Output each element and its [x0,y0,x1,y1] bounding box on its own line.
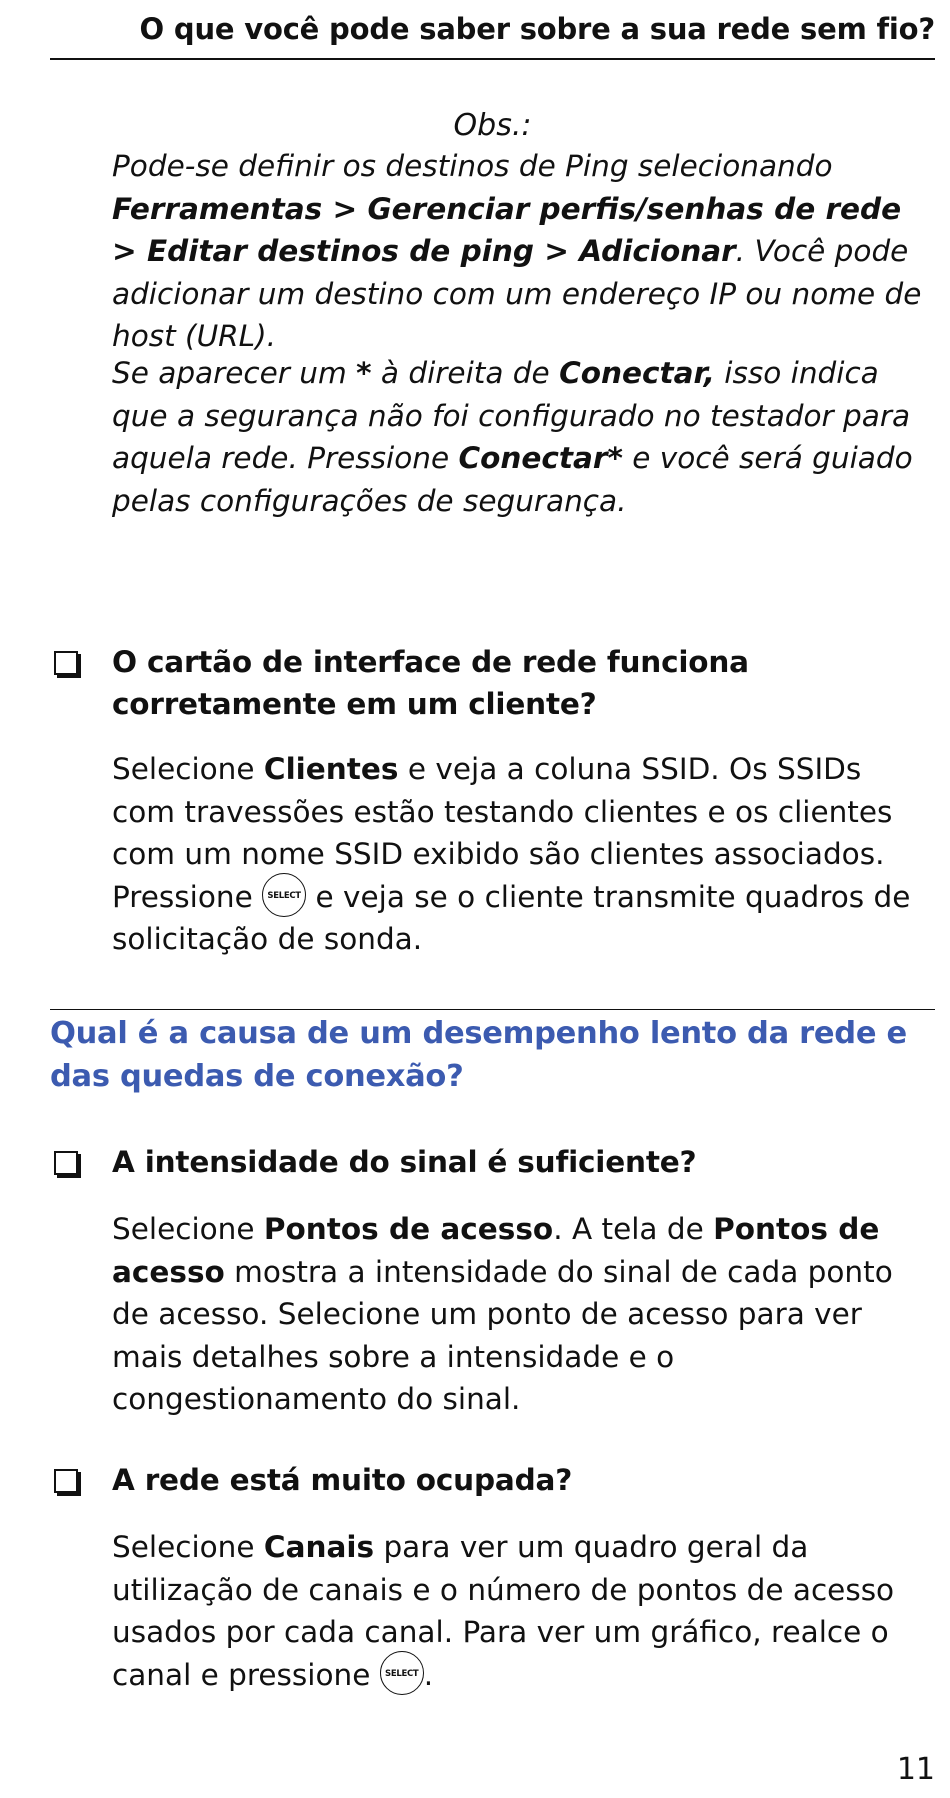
checkbox-icon [54,651,78,675]
note-paragraph-ping: Pode-se definir os destinos de Ping selecionando Ferramentas > Gerenciar perfis/senhas de rede > Editar destinos de ping > Adicionar. Você pode adicionar um destino com um endereço IP ou nome de host (URL). [112,149,922,353]
page-number: 11 [896,1752,935,1787]
select-button-icon: SELECT [380,1651,424,1695]
question-text: A intensidade do sinal é suficiente? [112,1145,697,1179]
note-label: Obs.: [453,108,532,143]
page-header-title: O que você pode saber sobre a sua rede sem fio? [139,12,935,46]
select-button-icon: SELECT [262,873,306,917]
answer-paragraph-signal: Selecione Pontos de acesso. A tela de Pontos de acesso mostra a intensidade do sinal de cada ponto de acesso. Selecione um ponto de acesso para ver mais detalhes sobre a intensidade e o congestionamento do sinal. [112,1212,893,1416]
connect-star-label: Conectar* [458,441,623,475]
checkbox-icon [54,1469,78,1493]
menu-path: Ferramentas > Gerenciar perfis/senhas de rede > Editar destinos de ping > Adicionar [112,191,902,268]
question-text: O cartão de interface de rede funciona corretamente em um cliente? [112,645,749,721]
note-paragraph-security: Se aparecer um * à direita de Conectar, isso indica que a segurança não foi configurado no testador para aquela rede. Pressione Conectar* e você será guiado pelas configurações de segurança. [112,356,913,518]
connect-label: Conectar, [559,356,715,390]
answer-paragraph-nic: Selecione Clientes e veja a coluna SSID. Os SSIDs com travessões estão testando clientes e os clientes com um nome SSID exibido são clientes associados. Pressione SELECT e veja se o cliente transmite quadros de solicitação de sonda. [112,752,911,956]
answer-paragraph-busy: Selecione Canais para ver um quadro geral da utilização de canais e o número de pontos de acesso usados por cada canal. Para ver um gráfico, realce o canal e pressione SELECT . [112,1526,932,1696]
section-heading: Qual é a causa de um desempenho lento da rede e das quedas de conexão? [50,1016,907,1094]
question-text: A rede está muito ocupada? [112,1463,573,1497]
checkbox-icon [54,1151,78,1175]
section-divider [50,1009,935,1010]
manual-page [50,0,935,1798]
header-divider [50,58,935,60]
